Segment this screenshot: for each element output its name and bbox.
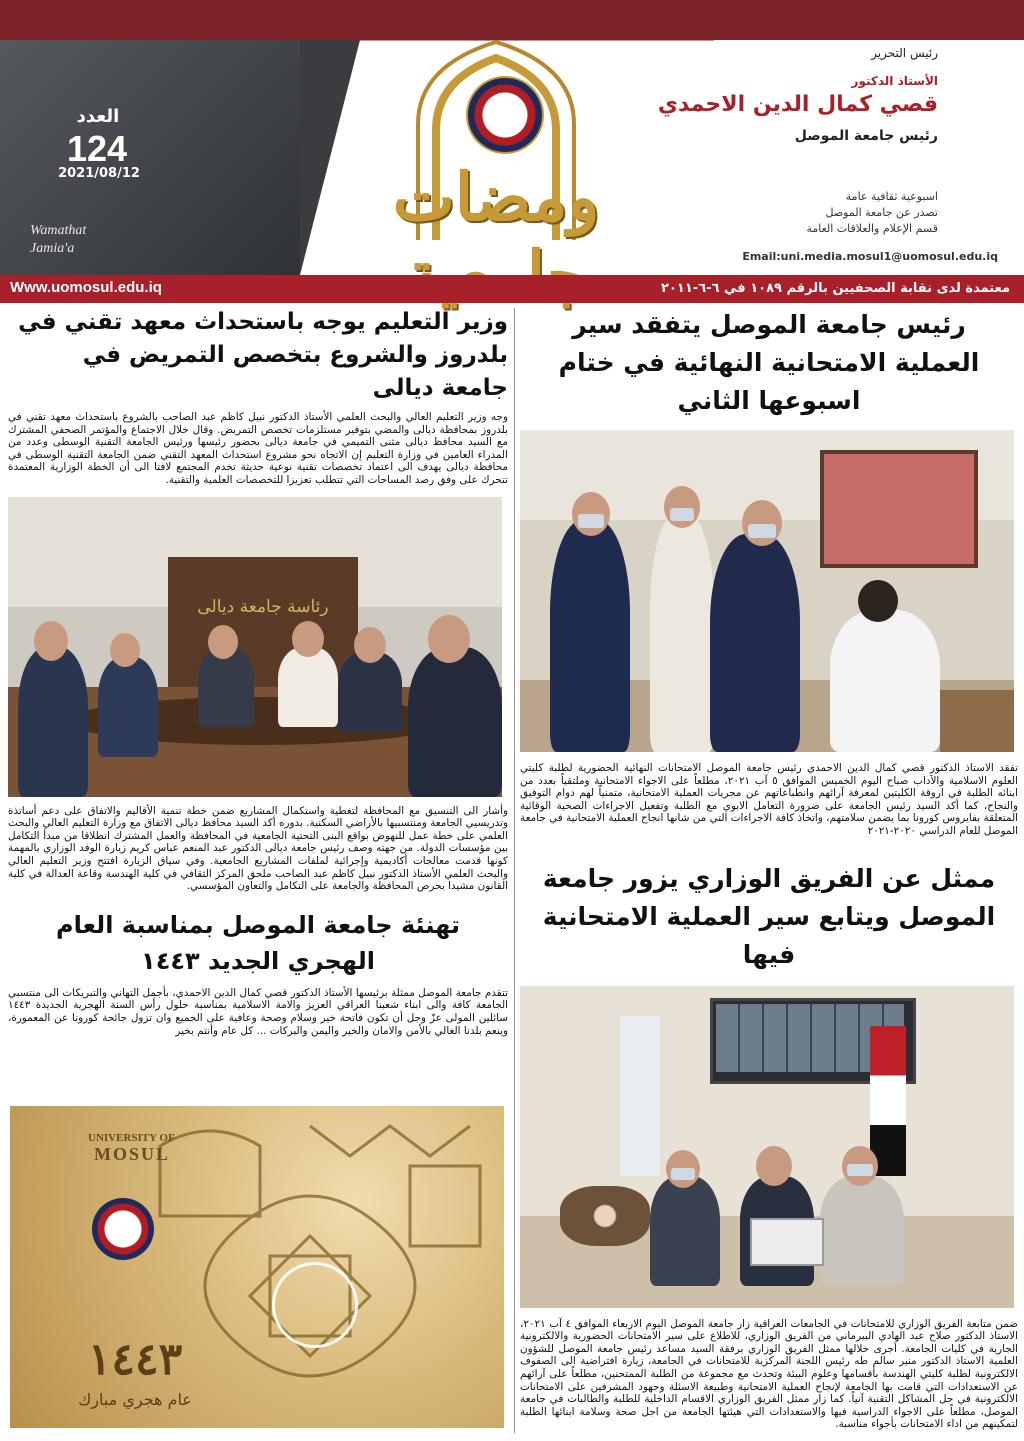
card-university-name: MOSUL xyxy=(94,1144,171,1164)
editor-prefix: الأستاذ الدكتور xyxy=(851,74,938,88)
editor-role: رئيس جامعة الموصل xyxy=(794,128,938,144)
hijri-greeting-card xyxy=(10,1106,504,1428)
exam-visit-photo xyxy=(520,430,1014,752)
article-headline: رئيس جامعة الموصل يتفقد سير العملية الامتحانية النهائية في ختام اسبوعها الثاني xyxy=(558,310,980,415)
right-column xyxy=(520,306,1018,1431)
article-body: تتقدم جامعة الموصل ممثلة برئيسها الأستاذ الدكتور قصي كمال الدين الاحمدي، بأجمل التهاني والتبريكات الى منتسبي الجامعة كافة والى ابناء شعبنا العراقي العزيز والامة الاسلامية بمناسبة حلول رأس السنة الهجرية الجديدة ١٤٤٣ سائلين المولى عزّ وجل أن تكون فاتحة خير وسلام وصحة وعافية على الجميع وان تزول جائحة كورونا عن المعمورة، وينعم بلدنا الغالي بالأمن والامان والخير واليمن والبركات ... كل عام وأنتم بخير xyxy=(8,986,508,1037)
newspaper-logo xyxy=(306,40,686,276)
certification-text: معتمدة لدى نقابة الصحفيين بالرقم ١٠٨٩ في ٦-٦-٢٠١١ xyxy=(661,281,1010,296)
website-link[interactable]: Www.uomosul.edu.iq xyxy=(10,279,162,296)
contact-email[interactable]: Email:uni.media.mosul1@uomosul.edu.iq xyxy=(742,250,998,263)
laptop xyxy=(750,1218,824,1266)
latin-name xyxy=(30,222,86,258)
article-headline: ممثل عن الفريق الوزاري يزور جامعة الموصل ويتابع سير العملية الامتحانية فيها xyxy=(542,863,996,969)
university-seal-icon xyxy=(466,76,544,154)
editor-label: رئيس التحرير xyxy=(871,46,938,60)
article-body: وأشار الى التنسيق مع المحافظة لتغطية واستكمال المشاريع ضمن خطة تنمية الأقاليم والاتفاق على دعم أساتذة وتدريسيي الجامعة ومنتسبيها بالأراضي السكنية. بدوره أكد السيد محافظ ديالى الاتفاق مع وزارة التعليم العالي والبحث العلمي على خطة عمل للنهوض بواقع البنى التحتية الجامعية في المحافظة والعمل المشترك انطلاقا من مبدأ التكامل بين مؤسسات الدولة. من جهته وصف رئيس جامعة ديالى الدكتور عبد المنعم عباس كريم زيارة الوفد الوزاري بالمهمة كونها قدمت معالجات أكاديمية وإجرائية لملفات المشاريع الجامعية. وفي سياق الزيارة افتتح وزير التعليم العالي والبحث العلمي الأستاذ الدكتور نبيل كاظم عبد الصاحب ملحق المركز الثقافي في كلية الهندسة وقاعة العدالة في كلية القانون مشيدا بحرص المحافظة والجامعة على التكامل والتعاون المؤسسي. xyxy=(8,804,508,893)
university-seal-icon xyxy=(92,1198,154,1260)
description-line1: اسبوعية ثقافية عامة xyxy=(845,190,938,203)
editor-name: قصي كمال الدين الاحمدي xyxy=(657,92,938,117)
description-line3: قسم الإعلام والعلاقات العامة xyxy=(806,222,938,235)
masthead-top-bar xyxy=(0,0,1024,40)
article-headline: وزير التعليم يوجه باستحداث معهد تقني في بلدروز والشروع بتخصص التمريض في جامعة ديالى xyxy=(18,309,508,401)
diyala-banner-text: رئاسة جامعة ديالى xyxy=(197,596,329,617)
card-wish: عام هجري مبارك xyxy=(78,1390,192,1409)
article-body: وجه وزير التعليم العالي والبحث العلمي الأستاذ الدكتور نبيل كاظم عبد الصاحب بالشروع باستحداث معهد تقني في بلدروز بمحافظة ديالى والمضي بتوفير مستلزمات تخصص التمريض. وقال خلال الاجتماع والمؤتمر الصحفي المشترك مع السيد محافظ ديالى مثنى التميمي في جامعة ديالى بحضور رئيسها ورئيس الجامعة التقنية الوسطى وعدد من المدراء العامين في وزارة التعليم إن الاتجاه نحو مشروع استحداث المعهد التقني ضمن الجامعة التقنية الوسطى في محافظة ديالى يهدف الى اعتماد تخصصات تقنية نوعية حديثة تخدم المجتمع لافتا الى أن الخطة الوزارية المعتمدة تتحرك على وفق رصد المساحات التي تتطلب تعزيزا للتخصصات العلمية والتقنية. xyxy=(8,411,508,486)
ministerial-visit-photo xyxy=(520,986,1014,1308)
article-body: ضمن متابعة الفريق الوزاري للامتحانات في الجامعات العراقية زار جامعة الموصل اليوم الاربعاء الموافق ٤ آب ٢٠٢١، الاستاذ الدكتور صلاح عبد الهادي البيرماني من الفريق الوزاري، للاطلاع على سير الامتحانات الحضورية والالكترونية الجارية في كليات الجامعة. أجرى خلالها ممثل الفريق الوزاري برفقة السيد مساعد رئيس جامعة الموصل للشؤون العلمية الاستاذ الدكتور منير سالم طه رئيس اللجنة المركزية للامتحانات في الجامعة، زيارة افتراضية الى الصفوف الالكترونية لطلبة كليتي الهندسة بأقسامها وعلوم البيئة وتحدث مع مجموعة من الطلبة الممتحنين، مطلعاً على آرائهم عن الاستعدادات التي قامت بها الجامعة لإنجاح العملية الامتحانية وطبيعة الاسئلة وجهود المشرفين على الامتحانات الالكترونية في حل المشاكل التقنية آنياً. كما زار ممثل الفريق الوزاري الاقسام الداخلية للطلبة والطالبات في جامعة الموصل، مطلعاً على الاجواء الدراسية فيها والاستعدادات التي هيئتها الجامعة من اجل صحة وسلامة ابنائها الطلبة لتمكينهم من اداء الامتحانات بأجواء مناسبة. xyxy=(520,1317,1019,1431)
issue-date: 2021/08/12 xyxy=(58,166,140,181)
diyala-meeting-photo xyxy=(8,497,502,797)
column-divider xyxy=(514,308,515,1433)
latin-name-line1: Wamathat xyxy=(30,223,87,238)
card-university-label: UNIVERSITY OF xyxy=(88,1132,175,1144)
description-line2: تصدر عن جامعة الموصل xyxy=(825,206,938,219)
article-body: تفقد الاستاذ الدكتور قصي كمال الدين الاحمدي رئيس جامعة الموصل الامتحانات النهائية الحضورية لطلبة كليتي العلوم الاسلامية والآداب صباح اليوم الخميس الموافق ٥ آب ٢٠٢١، مطلعاً على الاجواء الامتحانية وملتقياً بعدد من ابنائه الطلبة في اروقة الكليتين لمعرفة آرائهم وانطباعاتهم عن مجريات العملية الامتحانية، متمنياً لهم دوام التوفيق والنجاح، كما أكد السيد رئيس الجامعة على ضرورة التعامل الابوي مع الطلبة وتفعيل الاجراءات الصحية الوقائية المتعلقة بفايروس كورونا بما يضمن سلامتهم، واتخاذ كافة الاجراءات التي من شانها انجاح العملية الامتحانية في جامعة الموصل للعام الدراسي ٢٠٢٠-٢٠٢١ xyxy=(520,762,1018,837)
newspaper-title: ومضات xyxy=(392,158,600,236)
issue-label: العدد xyxy=(76,106,120,127)
card-year: ١٤٤٣ xyxy=(87,1334,183,1385)
university-flag xyxy=(620,1016,660,1176)
wall-map xyxy=(820,450,978,568)
latin-name-line2: Jamia'a xyxy=(30,241,75,256)
article-headline: تهنئة جامعة الموصل بمناسبة العام الهجري الجديد ١٤٤٣ xyxy=(56,910,460,975)
left-column xyxy=(8,306,508,1037)
calligraphy-emblem-icon xyxy=(272,1262,358,1348)
issue-number: 124 xyxy=(66,128,128,169)
